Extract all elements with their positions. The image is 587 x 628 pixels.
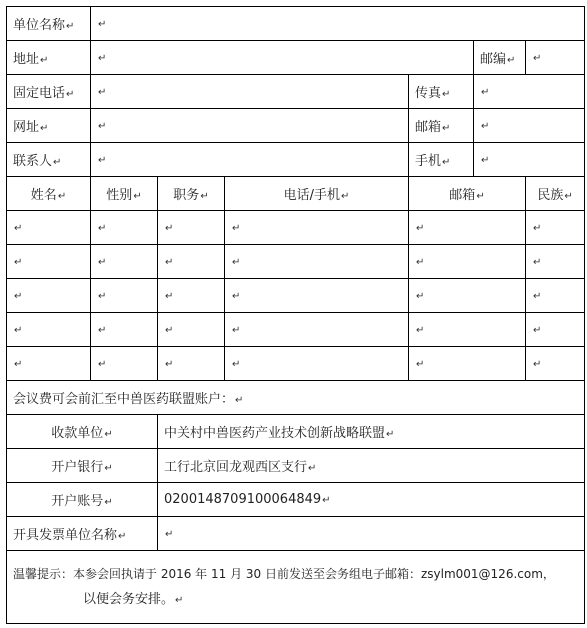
unit-name-field[interactable]: ↵ bbox=[91, 7, 585, 41]
attendee-phone-cell[interactable]: ↵ bbox=[225, 313, 409, 347]
attendee-title-cell[interactable]: ↵ bbox=[158, 313, 225, 347]
invoice-field[interactable]: ↵ bbox=[158, 517, 585, 551]
phone-field[interactable]: ↵ bbox=[91, 75, 409, 109]
attendee-row bbox=[7, 279, 585, 313]
header-gender: 性别↵ bbox=[91, 177, 158, 211]
tip-line-2: 以便会务安排。↵ bbox=[83, 592, 184, 607]
contact-person-field[interactable]: ↵ bbox=[91, 143, 409, 177]
address-row bbox=[7, 41, 585, 75]
website-field[interactable]: ↵ bbox=[91, 109, 409, 143]
payee-row bbox=[7, 415, 585, 449]
fax-field[interactable]: ↵ bbox=[474, 75, 585, 109]
tip-row bbox=[7, 551, 585, 624]
registration-form bbox=[6, 6, 585, 624]
attendee-email-cell[interactable]: ↵ bbox=[409, 211, 526, 245]
attendee-email-cell[interactable]: ↵ bbox=[409, 313, 526, 347]
header-phone: 电话/手机↵ bbox=[225, 177, 409, 211]
attendee-ethnicity-cell[interactable]: ↵ bbox=[526, 211, 585, 245]
header-name: 姓名↵ bbox=[7, 177, 91, 211]
attendee-email-cell[interactable]: ↵ bbox=[409, 245, 526, 279]
address-field[interactable]: ↵ bbox=[91, 41, 474, 75]
bank-value: 工行北京回龙观西区支行↵ bbox=[158, 449, 585, 483]
attendee-gender-cell[interactable]: ↵ bbox=[91, 347, 158, 381]
unit-name-label: 单位名称↵ bbox=[7, 7, 91, 41]
contact-person-label: 联系人↵ bbox=[7, 143, 91, 177]
invoice-label: 开具发票单位名称↵ bbox=[7, 517, 158, 551]
header-title: 职务↵ bbox=[158, 177, 225, 211]
attendee-email-cell[interactable]: ↵ bbox=[409, 347, 526, 381]
attendee-phone-cell[interactable]: ↵ bbox=[225, 211, 409, 245]
payee-value: 中关村中兽医药产业技术创新战略联盟↵ bbox=[158, 415, 585, 449]
address-label: 地址↵ bbox=[7, 41, 91, 75]
website-row bbox=[7, 109, 585, 143]
attendee-name-cell[interactable]: ↵ bbox=[7, 279, 91, 313]
attendee-title-cell[interactable]: ↵ bbox=[158, 245, 225, 279]
attendee-email-cell[interactable]: ↵ bbox=[409, 279, 526, 313]
phone-label: 固定电话↵ bbox=[7, 75, 91, 109]
attendee-phone-cell[interactable]: ↵ bbox=[225, 347, 409, 381]
attendee-phone-cell[interactable]: ↵ bbox=[225, 245, 409, 279]
attendee-row bbox=[7, 313, 585, 347]
attendee-gender-cell[interactable]: ↵ bbox=[91, 279, 158, 313]
mobile-field[interactable]: ↵ bbox=[474, 143, 585, 177]
payment-intro: 会议费可会前汇至中兽医药联盟账户：↵ bbox=[7, 381, 585, 415]
attendee-gender-cell[interactable]: ↵ bbox=[91, 313, 158, 347]
mobile-label: 手机↵ bbox=[409, 143, 474, 177]
tip-line-1: 温馨提示：本参会回执请于 2016 年 11 月 30 日前发送至会务组电子邮箱：zsylm001@126.com， bbox=[13, 567, 555, 581]
contact-person-row bbox=[7, 143, 585, 177]
header-email: 邮箱↵ bbox=[409, 177, 526, 211]
header-ethnicity: 民族↵ bbox=[526, 177, 585, 211]
attendee-row bbox=[7, 211, 585, 245]
email-label: 邮箱↵ bbox=[409, 109, 474, 143]
account-row bbox=[7, 483, 585, 517]
account-label: 开户账号↵ bbox=[7, 483, 158, 517]
attendee-name-cell[interactable]: ↵ bbox=[7, 211, 91, 245]
attendee-name-cell[interactable]: ↵ bbox=[7, 347, 91, 381]
attendee-title-cell[interactable]: ↵ bbox=[158, 211, 225, 245]
payment-intro-row bbox=[7, 381, 585, 415]
attendee-gender-cell[interactable]: ↵ bbox=[91, 211, 158, 245]
attendee-header-row bbox=[7, 177, 585, 211]
attendee-phone-cell[interactable]: ↵ bbox=[225, 279, 409, 313]
attendee-row bbox=[7, 245, 585, 279]
attendee-gender-cell[interactable]: ↵ bbox=[91, 245, 158, 279]
postcode-field[interactable]: ↵ bbox=[526, 41, 585, 75]
attendee-ethnicity-cell[interactable]: ↵ bbox=[526, 313, 585, 347]
postcode-label: 邮编↵ bbox=[474, 41, 526, 75]
website-label: 网址↵ bbox=[7, 109, 91, 143]
unit-name-row bbox=[7, 7, 585, 41]
bank-label: 开户银行↵ bbox=[7, 449, 158, 483]
attendee-name-cell[interactable]: ↵ bbox=[7, 313, 91, 347]
payee-label: 收款单位↵ bbox=[7, 415, 158, 449]
invoice-row bbox=[7, 517, 585, 551]
attendee-ethnicity-cell[interactable]: ↵ bbox=[526, 245, 585, 279]
phone-row bbox=[7, 75, 585, 109]
tip-cell bbox=[7, 551, 585, 624]
attendee-name-cell[interactable]: ↵ bbox=[7, 245, 91, 279]
attendee-title-cell[interactable]: ↵ bbox=[158, 347, 225, 381]
account-value: 0200148709100064849↵ bbox=[158, 483, 585, 517]
fax-label: 传真↵ bbox=[409, 75, 474, 109]
email-field[interactable]: ↵ bbox=[474, 109, 585, 143]
attendee-ethnicity-cell[interactable]: ↵ bbox=[526, 279, 585, 313]
attendee-ethnicity-cell[interactable]: ↵ bbox=[526, 347, 585, 381]
bank-row bbox=[7, 449, 585, 483]
attendee-row bbox=[7, 347, 585, 381]
attendee-title-cell[interactable]: ↵ bbox=[158, 279, 225, 313]
